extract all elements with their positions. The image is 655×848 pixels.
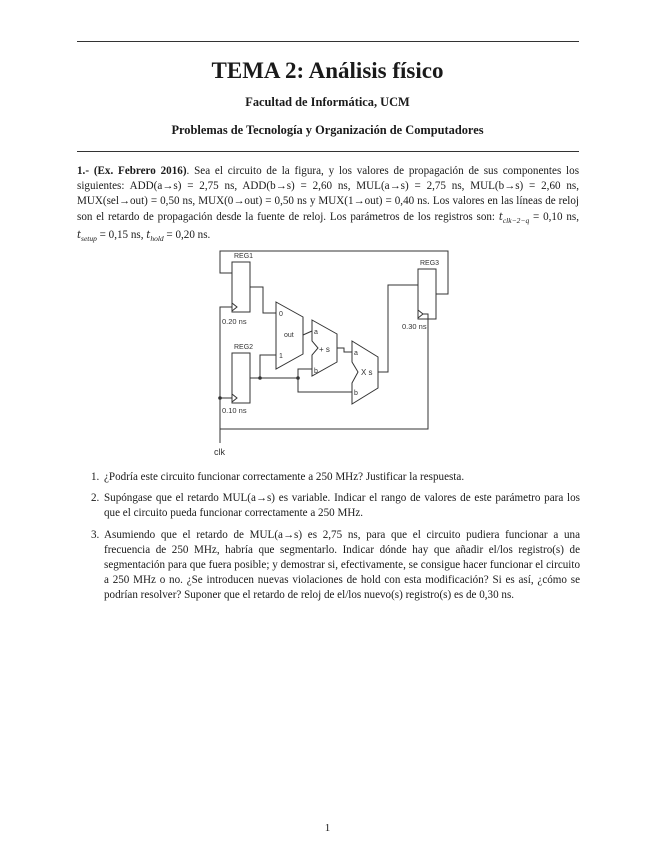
clk-label: clk [214,447,225,457]
question-text: Asumiendo que el retardo de MUL(a→s) es 2,75 ns, para que el circuito pudiera funcionar a una frecuencia de 250 MHz, habría que segmentarlo. Indicar dónde hay que añadir el/los registro(s) de segmentación para que fuera posible; y demostrar si, efectivamente, se consigue hacer funcionar el circuito a 250 MHz o no. ¿Se introducen nuevas violaciones de hold con esta modificación? Si es así, ¿cómo se podrían resolver? Suponer que el retardo de reloj de el/los nuevo(s) registro(s) es de 0,30 ns. [104,528,580,602]
problem-text: . Sea el circuito de la figura, y los valores de propagación de sus componentes los siguientes: ADD(a→s) = 2,75 ns, ADD(b→s) = 2,60 ns, MUL(a→s) = 2,75 ns, MUL(b→s) = 2,60 ns, MUX(sel→out) = 0,50 ns, MUX(0→out) = 0,50 ns y MUX(1→out) = 0,40 ns. Los valores en las líneas de reloj son el retardo de propagación desde la fuente de reloj. Los parámetros de los registros son: [77,165,580,223]
mux-out-label: out [284,332,294,339]
mux-in0-label: 0 [279,311,283,318]
question-text: ¿Podría este circuito funcionar correctamente a 250 MHz? Justificar la respuesta. [104,471,465,483]
tclk-value: = 0,10 ns, [529,210,579,223]
question-list [80,470,580,610]
thold-symbol: t [146,230,151,242]
adder-a-label: a [314,329,318,336]
top-rule [77,41,579,42]
reg3-delay: 0.30 ns [402,322,427,331]
reg3-box [418,269,436,319]
mul-b-label: b [354,390,358,397]
problem-statement [77,164,579,246]
question-number: 1. [91,471,100,483]
mux-in1-label: 1 [279,353,283,360]
tsetup-symbol: t [77,230,82,242]
reg1-box [232,262,250,312]
adder-op-label: + s [319,345,330,354]
reg2-label: REG2 [234,344,254,351]
thold-value: = 0,20 ns. [163,229,211,242]
tsetup-subscript: setup [81,234,97,244]
course-line: Problemas de Tecnología y Organización de Computadores [171,123,484,137]
reg3-label: REG3 [420,260,440,267]
question-item [80,528,580,604]
tclk-symbol: t [498,211,503,223]
question-number: 2. [91,492,100,505]
page-number: 1 [324,822,331,834]
reg2-delay: 0.10 ns [222,406,247,415]
question-item [80,491,580,521]
page-title: TEMA 2: Análisis físico [211,58,444,83]
question-number: 3. [91,528,100,541]
circuit-diagram [208,247,468,462]
question-text: Supóngase que el retardo MUL(a→s) es variable. Indicar el rango de valores de este parámetro para los que el circuito pueda funcionar correctamente a 250 MHz. [104,492,580,520]
tsetup-value: = 0,15 ns, [96,229,147,242]
thold-subscript: hold [150,234,164,244]
problem-number: 1.- (Ex. Febrero 2016) [77,165,187,177]
question-item [80,470,580,485]
tclk-subscript: clk−2−q [502,215,530,225]
faculty-line: Facultad de Informática, UCM [245,95,410,109]
mul-a-label: a [354,350,358,357]
adder-b-label: b [314,368,318,375]
mul-op-label: X s [361,368,373,377]
header-bottom-rule [77,151,579,152]
reg1-label: REG1 [234,253,254,260]
reg1-delay: 0.20 ns [222,317,247,326]
reg2-box [232,353,250,403]
